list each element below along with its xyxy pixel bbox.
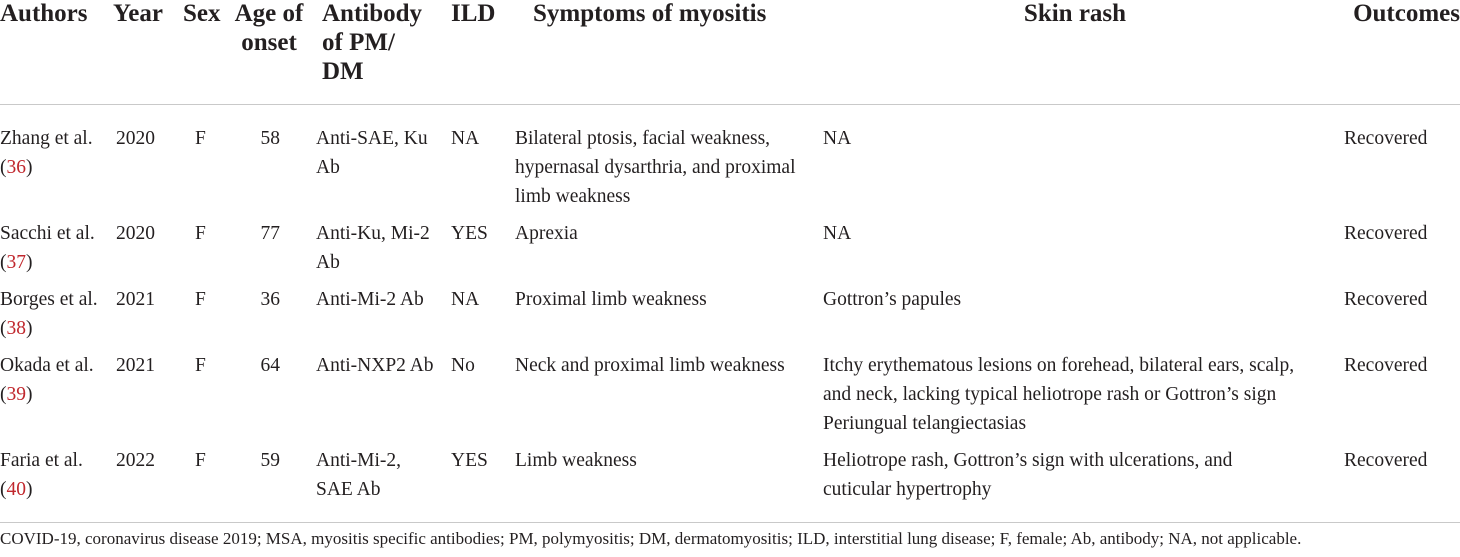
- header-age: Age of onset: [234, 0, 304, 56]
- header-authors: Authors: [0, 0, 88, 27]
- cell-outcome: Recovered: [1344, 355, 1428, 376]
- header-outcomes: Outcomes: [1353, 0, 1460, 27]
- cell-symptoms: Proximal limb weakness: [515, 289, 707, 310]
- cell-age: 59: [260, 450, 280, 471]
- cell-author: [0, 219, 100, 277]
- cell-ild: NA: [451, 128, 480, 149]
- cell-antibody: Anti-Ku, Mi-2 Ab: [316, 223, 430, 273]
- cell-antibody: Anti-Mi-2 Ab: [316, 289, 424, 310]
- cell-year: 2021: [116, 289, 155, 310]
- cell-outcome: Recovered: [1344, 128, 1428, 149]
- cell-age: 58: [260, 128, 280, 149]
- cell-symptoms: Bilateral ptosis, facial weakness, hypernasal dysarthria, and proximal limb weakness: [515, 128, 796, 207]
- cell-symptoms: Limb weakness: [515, 450, 637, 471]
- cell-skin: NA: [823, 128, 852, 149]
- cell-outcome: Recovered: [1344, 289, 1428, 310]
- author-close-paren: ): [26, 479, 33, 500]
- cell-author: [0, 446, 100, 504]
- cell-sex: F: [195, 355, 206, 376]
- header-symptoms: Symptoms of myositis: [533, 0, 767, 27]
- reference-link[interactable]: 38: [6, 318, 26, 339]
- cell-year: 2020: [116, 128, 155, 149]
- author-suffix: et al. (: [0, 355, 94, 405]
- cell-age: 64: [260, 355, 280, 376]
- author-suffix: (: [0, 479, 7, 500]
- author-suffix: et al. (: [0, 289, 98, 339]
- cell-author: [0, 351, 100, 409]
- header-sex: Sex: [183, 0, 221, 27]
- cell-skin: Gottron’s papules: [823, 289, 962, 310]
- author-close-paren: ): [26, 157, 33, 178]
- author-name: Sacchi: [0, 223, 52, 244]
- author-suffix: et al. (: [0, 223, 95, 273]
- cell-ild: No: [451, 355, 475, 376]
- author-name: Borges: [0, 289, 55, 310]
- cell-year: 2020: [116, 223, 155, 244]
- cell-outcome: Recovered: [1344, 450, 1428, 471]
- cell-ild: YES: [451, 450, 488, 471]
- cell-year: 2022: [116, 450, 155, 471]
- reference-link[interactable]: 39: [6, 384, 26, 405]
- cell-outcome: Recovered: [1344, 223, 1428, 244]
- author-close-paren: ): [26, 252, 33, 273]
- cell-author: [0, 285, 100, 343]
- author-close-paren: ): [26, 384, 33, 405]
- cell-skin: Itchy erythematous lesions on forehead, bilateral ears, scalp, and neck, lacking typical heliotrope rash or Gottron’s sign Periungual telangiectasias: [823, 355, 1295, 434]
- cell-symptoms: Aprexia: [515, 223, 578, 244]
- cell-antibody: Anti-SAE, Ku Ab: [316, 128, 428, 178]
- author-suffix: et al. (: [0, 128, 93, 178]
- cell-author: [0, 124, 100, 182]
- cell-age: 36: [260, 289, 280, 310]
- author-name: Faria et al.: [0, 450, 83, 471]
- cell-antibody: Anti-NXP2 Ab: [316, 355, 434, 376]
- cell-ild: YES: [451, 223, 488, 244]
- cell-skin: NA: [823, 223, 852, 244]
- cell-year: 2021: [116, 355, 155, 376]
- header-antibody: Antibody of PM/ DM: [322, 0, 423, 85]
- cell-sex: F: [195, 128, 206, 149]
- table-footnote: COVID-19, coronavirus disease 2019; MSA, myositis specific antibodies; PM, polymyositis; DM, dermatomyositis; ILD, interstitial lung disease; F, female; Ab, antibody; NA, not applicable.: [0, 529, 1302, 548]
- reference-link[interactable]: 40: [6, 479, 26, 500]
- bottom-rule: [0, 522, 1460, 523]
- cell-skin: Heliotrope rash, Gottron’s sign with ulcerations, and cuticular hypertrophy: [823, 450, 1233, 500]
- header-rule: [0, 104, 1460, 105]
- cell-symptoms: Neck and proximal limb weakness: [515, 355, 785, 376]
- cell-sex: F: [195, 450, 206, 471]
- cell-antibody: Anti-Mi-2, SAE Ab: [316, 450, 402, 500]
- cell-ild: NA: [451, 289, 480, 310]
- reference-link[interactable]: 36: [6, 157, 26, 178]
- header-ild: ILD: [451, 0, 496, 27]
- author-name: Zhang: [0, 128, 50, 149]
- author-close-paren: ): [26, 318, 33, 339]
- reference-link[interactable]: 37: [6, 252, 26, 273]
- header-year: Year: [113, 0, 163, 27]
- cell-age: 77: [260, 223, 280, 244]
- author-name: Okada: [0, 355, 51, 376]
- header-skin: Skin rash: [1023, 0, 1127, 27]
- cell-sex: F: [195, 223, 206, 244]
- table-header: [0, 0, 1460, 104]
- cell-sex: F: [195, 289, 206, 310]
